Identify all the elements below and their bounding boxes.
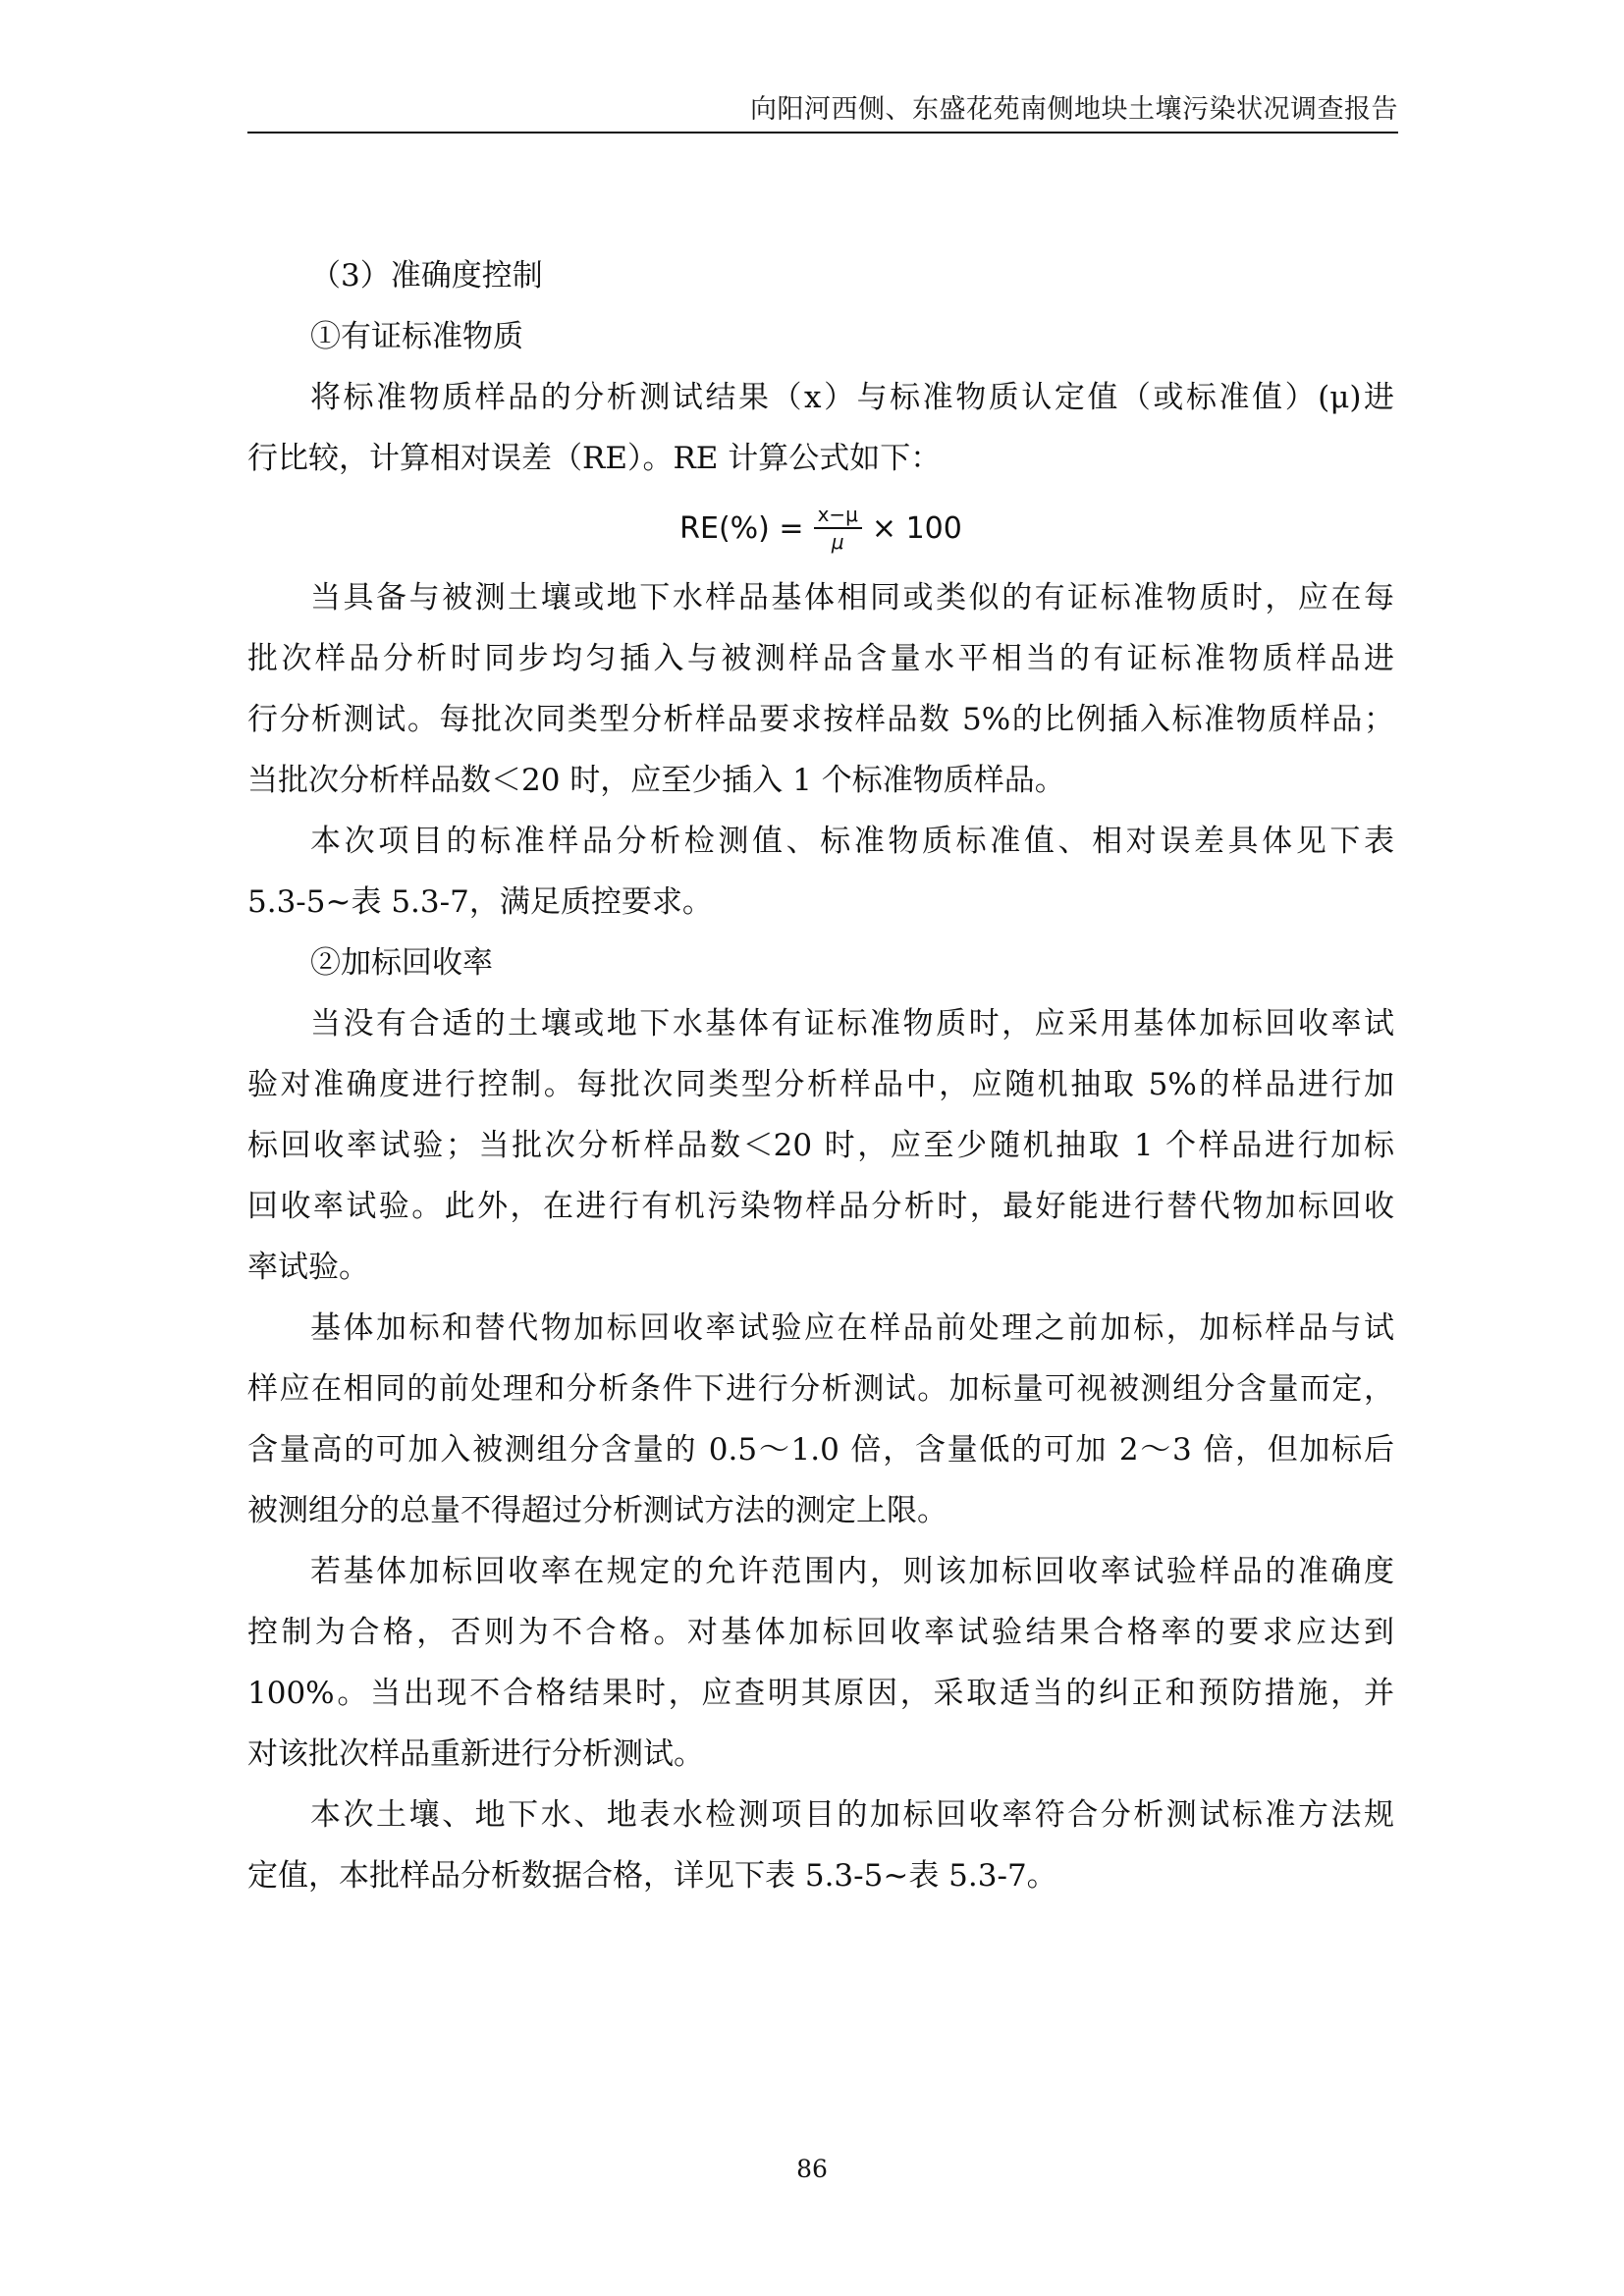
paragraph-line: 样应在相同的前处理和分析条件下进行分析测试。加标量可视被测组分含量而定， xyxy=(247,1371,1394,1407)
paragraph-line: 批次样品分析时同步均匀插入与被测样品含量水平相当的有证标准物质样品进 xyxy=(247,641,1394,676)
paragraph-line: 本次项目的标准样品分析检测值、标准物质标准值、相对误差具体见下表 xyxy=(310,824,1394,859)
header-title: 向阳河西侧、东盛花苑南侧地块土壤污染状况调查报告 xyxy=(750,94,1398,125)
paragraph-line: 将标准物质样品的分析测试结果（x）与标准物质认定值（或标准值）(μ)进 xyxy=(310,380,1394,415)
formula-rhs: × 100 xyxy=(871,510,962,546)
paragraph-line: 被测组分的总量不得超过分析测试方法的测定上限。 xyxy=(247,1493,947,1528)
paragraph-line: 若基体加标回收率在规定的允许范围内，则该加标回收率试验样品的准确度 xyxy=(310,1554,1394,1589)
document-body xyxy=(247,245,1394,1906)
formula-fraction xyxy=(814,504,862,553)
paragraph-line: 率试验。 xyxy=(247,1250,369,1285)
page-number: 86 xyxy=(796,2155,828,2183)
paragraph-line: 100%。当出现不合格结果时，应查明其原因，采取适当的纠正和预防措施，并 xyxy=(247,1676,1394,1711)
formula-denominator: μ xyxy=(831,530,844,554)
paragraph-line: 当批次分析样品数＜20 时，应至少插入 1 个标准物质样品。 xyxy=(247,763,1065,798)
formula-lhs: RE(%) = xyxy=(679,510,804,546)
paragraph-line: 基体加标和替代物加标回收率试验应在样品前处理之前加标，加标样品与试 xyxy=(310,1310,1394,1346)
paragraph-line: 当没有合适的土壤或地下水基体有证标准物质时，应采用基体加标回收率试 xyxy=(310,1006,1394,1041)
paragraph-line: 对该批次样品重新进行分析测试。 xyxy=(247,1736,704,1772)
paragraph-line: 回收率试验。此外，在进行有机污染物样品分析时，最好能进行替代物加标回收 xyxy=(247,1189,1394,1224)
subsection-heading-certified-reference: ①有证标准物质 xyxy=(310,319,523,354)
paragraph-line: 含量高的可加入被测组分含量的 0.5～1.0 倍，含量低的可加 2～3 倍，但加标后 xyxy=(247,1432,1394,1468)
paragraph-line: 行比较，计算相对误差（RE）。RE 计算公式如下： xyxy=(247,441,942,476)
paragraph-line: 标回收率试验；当批次分析样品数＜20 时，应至少随机抽取 1 个样品进行加标 xyxy=(247,1128,1394,1163)
subsection-heading-spike-recovery: ②加标回收率 xyxy=(310,945,493,981)
paragraph-line: 当具备与被测土壤或地下水样品基体相同或类似的有证标准物质时，应在每 xyxy=(310,580,1394,615)
paragraph-line: 定值，本批样品分析数据合格，详见下表 5.3-5~表 5.3-7。 xyxy=(247,1858,1057,1894)
paragraph-line: 5.3-5~表 5.3-7，满足质控要求。 xyxy=(247,884,713,920)
formula-numerator: x−μ xyxy=(814,504,862,529)
paragraph-line: 本次土壤、地下水、地表水检测项目的加标回收率符合分析测试标准方法规 xyxy=(310,1797,1394,1833)
re-formula xyxy=(247,489,1394,567)
paragraph-line: 验对准确度进行控制。每批次同类型分析样品中，应随机抽取 5%的样品进行加 xyxy=(247,1067,1394,1102)
paragraph-line: 控制为合格，否则为不合格。对基体加标回收率试验结果合格率的要求应达到 xyxy=(247,1615,1394,1650)
paragraph-line: 行分析测试。每批次同类型分析样品要求按样品数 5%的比例插入标准物质样品； xyxy=(247,702,1394,737)
section-heading: （3）准确度控制 xyxy=(310,258,543,294)
header-rule xyxy=(247,132,1398,133)
